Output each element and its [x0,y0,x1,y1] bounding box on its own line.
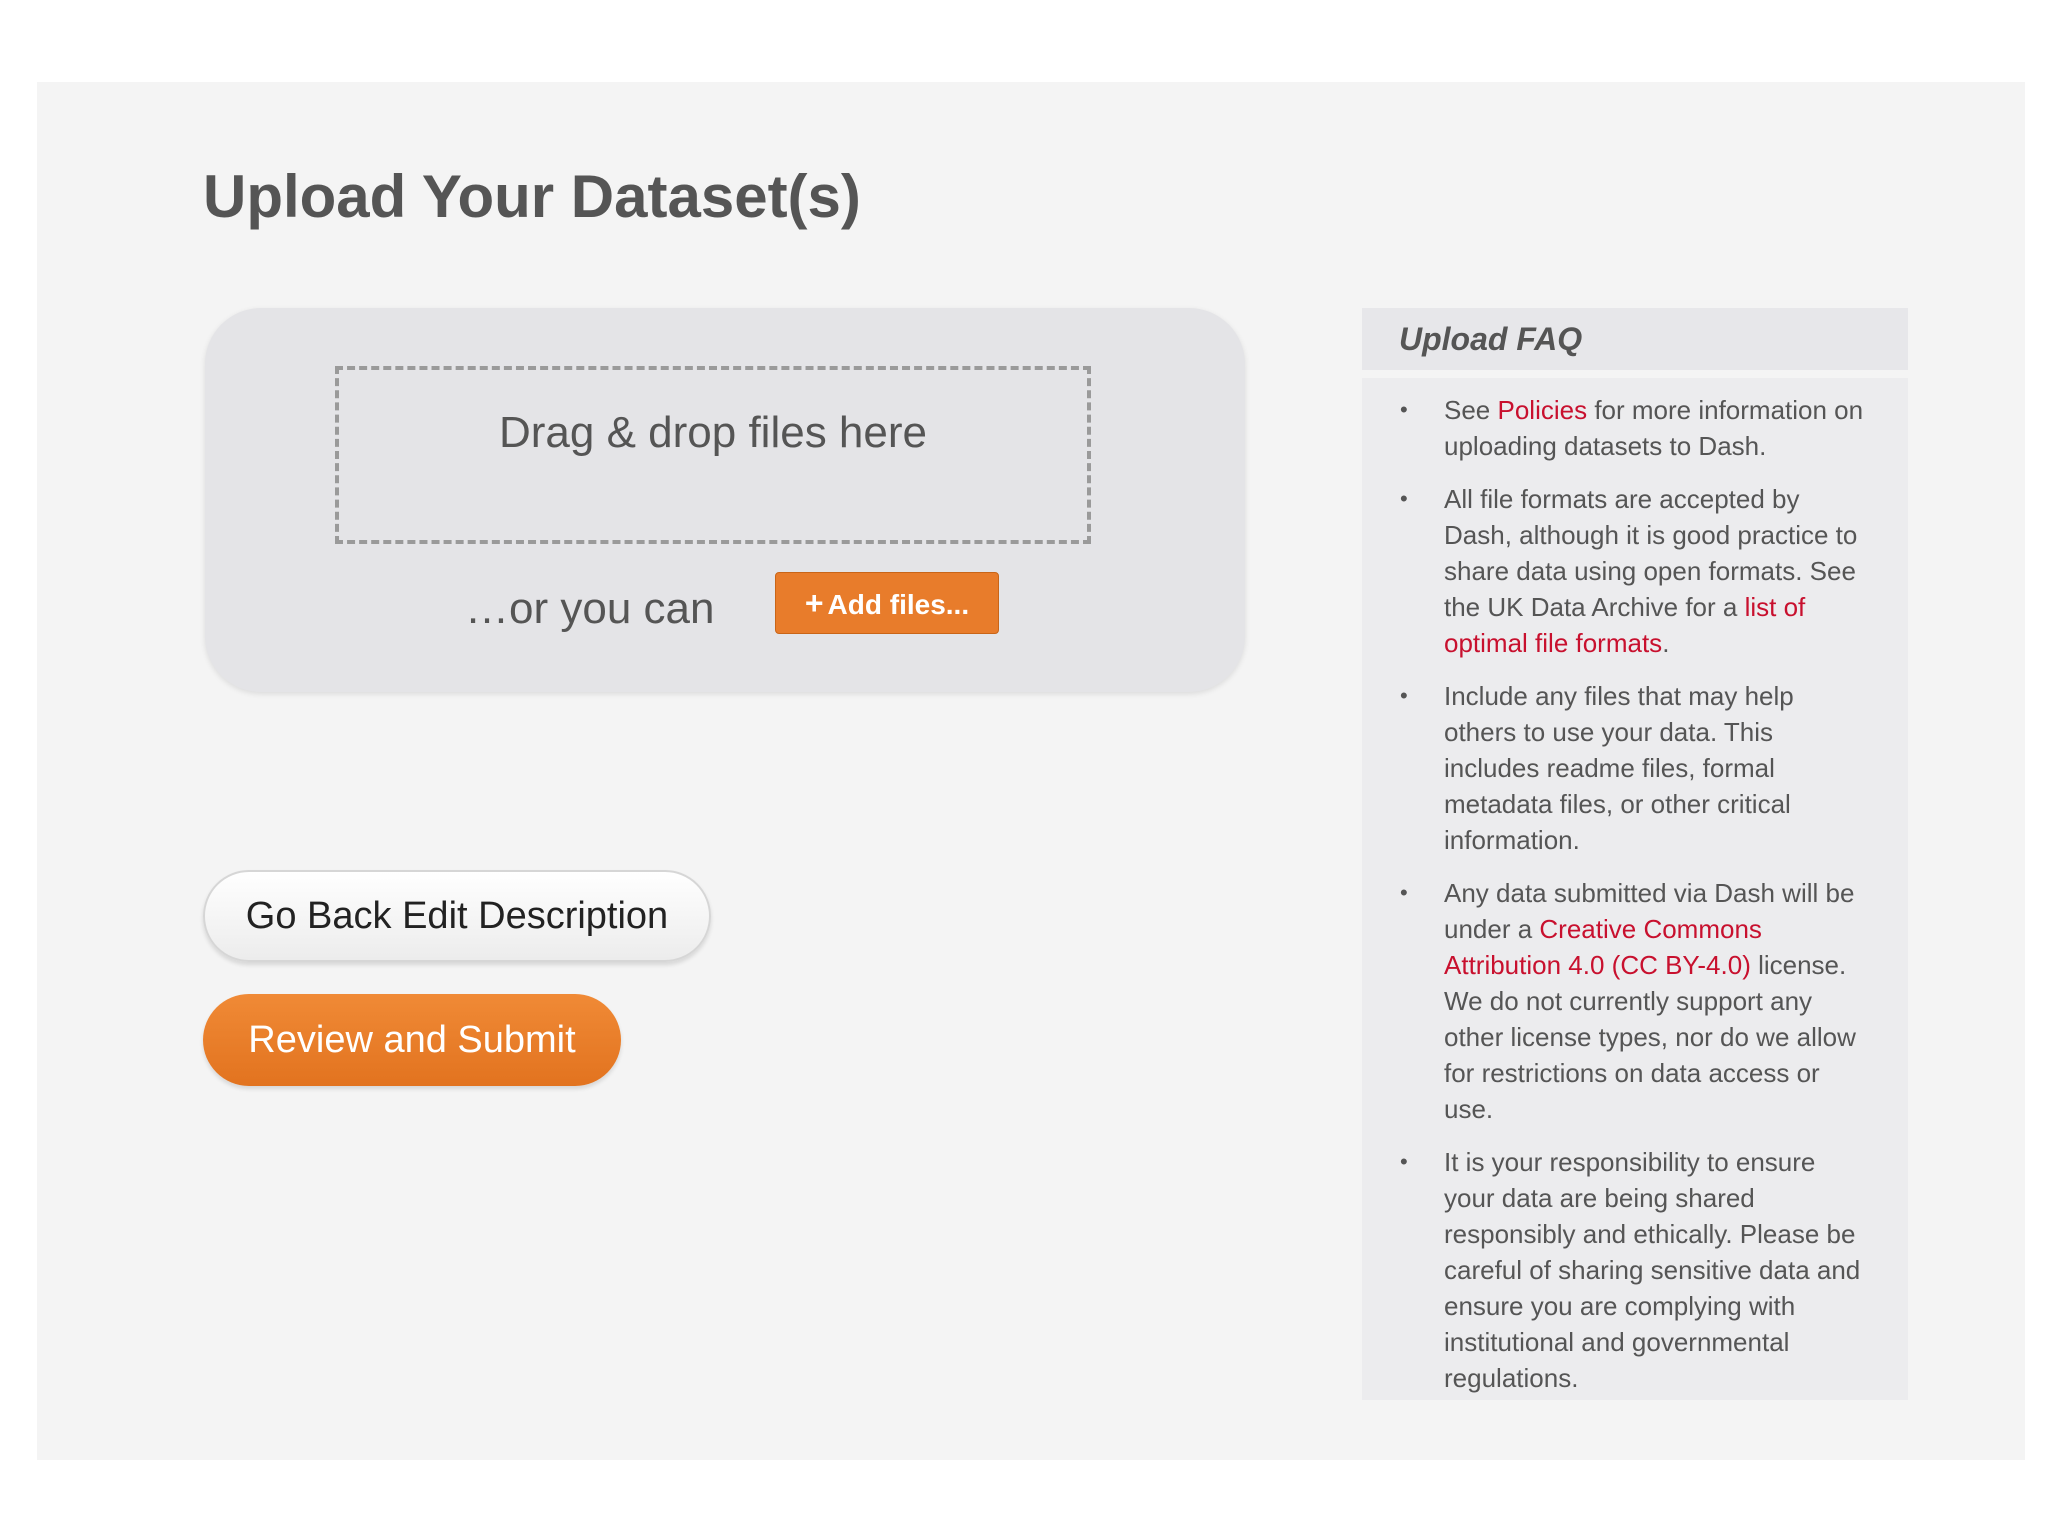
or-you-can-label: …or you can [465,584,715,633]
upload-panel [205,308,1245,692]
page-title: Upload Your Dataset(s) [203,163,861,230]
faq-item-responsibility [1396,1144,1868,1396]
faq-text: It is your responsibility to ensure your data are being shared responsibly and ethically. Please be careful of sharing sensitive data and ensure you are complying with institutional and governmental regulations. [1444,1147,1861,1393]
faq-list [1396,392,1868,1396]
faq-text: for more information on uploading datasets to Dash. [1444,395,1864,461]
faq-title: Upload FAQ [1362,308,1908,370]
file-dropzone[interactable] [335,366,1091,544]
faq-text: license. We do not currently support any other license types, nor do we allow for restrictions on data access or use. [1444,950,1856,1124]
plus-icon: + [804,585,824,621]
bullet-icon: • [1400,683,1408,708]
creative-commons-link[interactable]: Creative Commons Attribution 4.0 (CC BY-4.0) [1444,914,1762,980]
bullet-icon: • [1400,486,1408,511]
go-back-edit-description-button[interactable]: Go Back Edit Description [203,870,711,962]
faq-text: See [1444,395,1498,425]
page-container [37,82,2025,1460]
faq-item-policies [1396,392,1868,464]
file-formats-link[interactable]: list of optimal file formats [1444,592,1806,658]
review-and-submit-button[interactable]: Review and Submit [203,994,621,1086]
faq-item-file-formats [1396,481,1868,661]
add-files-row [205,572,1245,636]
faq-text: All file formats are accepted by Dash, although it is good practice to share data using open formats. See the UK Data Archive for a [1444,484,1858,622]
bullet-icon: • [1400,397,1408,422]
upload-faq-panel [1362,308,1908,1400]
faq-item-include-files [1396,678,1868,858]
add-files-button[interactable] [775,572,999,634]
add-files-label: Add files... [827,589,970,620]
faq-item-license [1396,875,1868,1127]
bullet-icon: • [1400,1149,1408,1174]
faq-body [1362,378,1908,1400]
policies-link[interactable]: Policies [1497,395,1588,425]
faq-text: Any data submitted via Dash will be under a [1444,878,1855,944]
faq-text: . [1662,628,1670,658]
faq-text: Include any files that may help others to use your data. This includes readme files, formal metadata files, or other critical information. [1444,681,1794,855]
bullet-icon: • [1400,880,1408,905]
dropzone-label: Drag & drop files here [499,408,927,457]
